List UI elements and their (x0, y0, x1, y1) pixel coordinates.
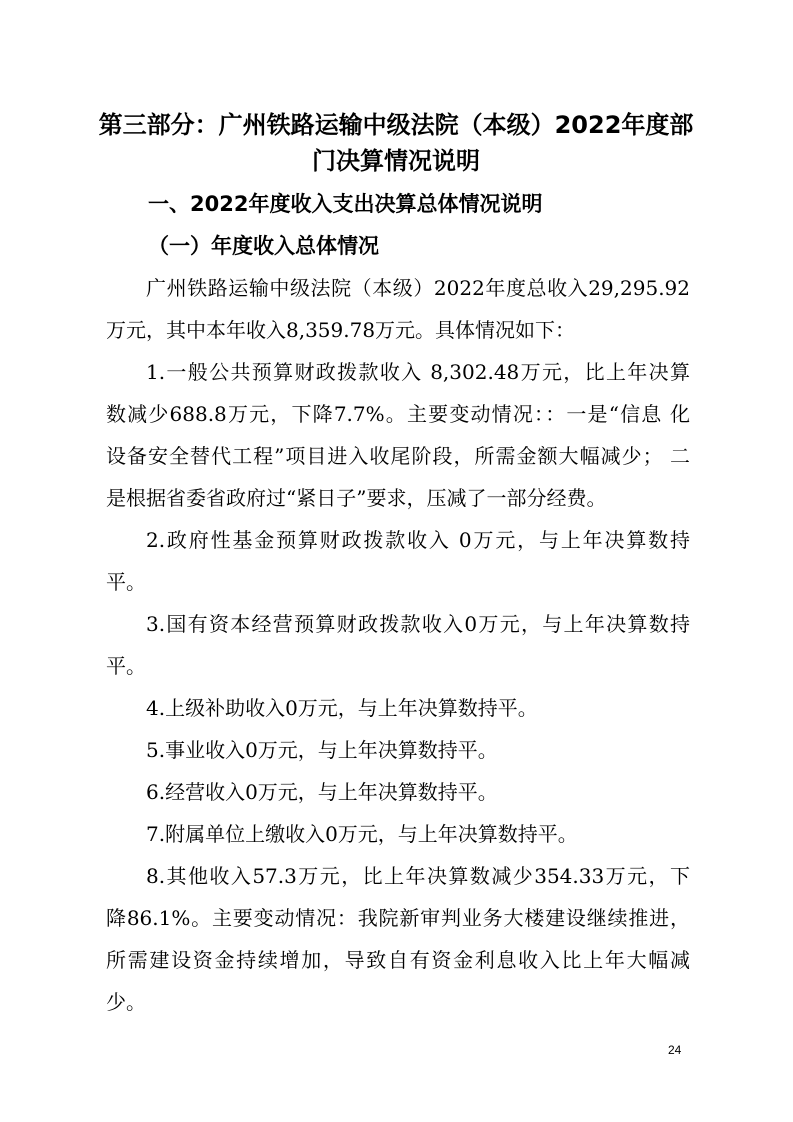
paragraph-line: 设备安全替代工程”项目进入收尾阶段，所需金额大幅减少； 二 (106, 444, 690, 468)
paragraph-line: 7.附属单位上缴收入0万元，与上年决算数持平。 (146, 822, 578, 846)
paragraph-line: 万元，其中本年收入8,359.78万元。具体情况如下： (106, 318, 576, 342)
paragraph-line: 数减少688.8万元，下降7.7%。主要变动情况：：一是“信息 化 (106, 402, 690, 426)
paragraph-line: 降86.1%。主要变动情况：我院新审判业务大楼建设继续推进， (106, 906, 690, 930)
page-number: 24 (668, 1043, 682, 1057)
paragraph-line: 5.事业收入0万元，与上年决算数持平。 (146, 738, 498, 762)
section-heading: 一、2022年度收入支出决算总体情况说明 (148, 192, 543, 216)
paragraph-line: 2.政府性基金预算财政拨款收入 0万元，与上年决算数持 (146, 528, 690, 552)
paragraph-line: 平。 (106, 570, 146, 594)
paragraph-line: 1.一般公共预算财政拨款收入 8,302.48万元，比上年决算 (146, 360, 690, 384)
paragraph-line: 6.经营收入0万元，与上年决算数持平。 (146, 780, 498, 804)
paragraph-line: 8.其他收入57.3万元，比上年决算数减少354.33万元，下 (146, 864, 690, 888)
paragraph-line: 3.国有资本经营预算财政拨款收入0万元，与上年决算数持 (146, 612, 690, 636)
paragraph-line: 是根据省委省政府过“紧日子”要求，压减了一部分经费。 (106, 486, 607, 510)
page-title-line-2: 门决算情况说明 (312, 147, 480, 175)
paragraph-line: 广州铁路运输中级法院（本级）2022年度总收入29,295.92 (146, 276, 690, 300)
subsection-heading: （一）年度收入总体情况 (148, 234, 379, 258)
page-title-line-1: 第三部分：广州铁路运输中级法院（本级）2022年度部 (98, 111, 694, 139)
paragraph-line: 所需建设资金持续增加，导致自有资金利息收入比上年大幅减 (106, 948, 690, 972)
paragraph-line: 少。 (106, 990, 146, 1014)
paragraph-line: 平。 (106, 654, 146, 678)
paragraph-line: 4.上级补助收入0万元，与上年决算数持平。 (146, 696, 538, 720)
